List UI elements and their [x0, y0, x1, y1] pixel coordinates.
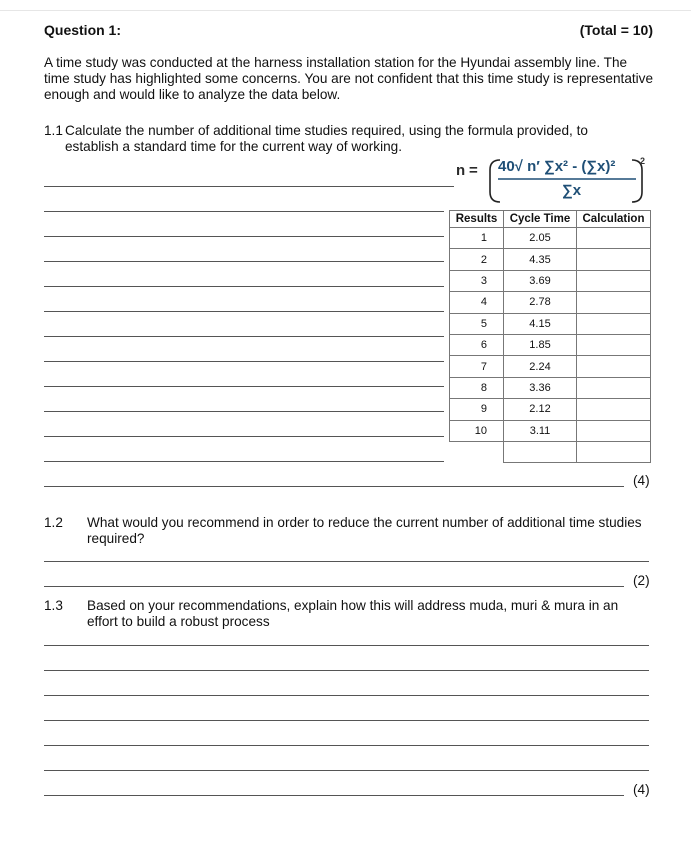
table-row: [450, 270, 651, 291]
calculation-cell[interactable]: [577, 399, 651, 420]
question-1-1: [44, 123, 654, 155]
cycle-time-table: [449, 210, 651, 463]
header-calculation: Calculation: [577, 211, 651, 228]
answer-line[interactable]: [44, 186, 454, 187]
result-cell: 3: [450, 270, 504, 291]
question-1-1-number: 1.1: [44, 123, 63, 138]
table-row: [450, 377, 651, 398]
answer-line[interactable]: [44, 670, 649, 671]
formula: [456, 156, 656, 206]
question-1-3: [44, 598, 654, 630]
answer-line[interactable]: [44, 236, 444, 237]
answer-line[interactable]: [44, 645, 649, 646]
total-cycle-time-cell[interactable]: [504, 441, 577, 462]
formula-numerator: 40√ n′ ∑x² - (∑x)²: [498, 158, 616, 175]
calculation-cell[interactable]: [577, 228, 651, 249]
result-cell: 5: [450, 313, 504, 334]
answer-line[interactable]: [44, 561, 649, 562]
cycle-time-cell: 3.69: [504, 270, 577, 291]
calculation-cell[interactable]: [577, 334, 651, 355]
question-1-3-text: Based on your recommendations, explain how this will address muda, muri & mura in an effort to build a robust process: [87, 598, 619, 629]
answer-line[interactable]: [44, 720, 649, 721]
calculation-cell[interactable]: [577, 420, 651, 441]
answer-line[interactable]: [44, 361, 444, 362]
cycle-time-cell: 3.36: [504, 377, 577, 398]
cycle-time-cell: 1.85: [504, 334, 577, 355]
question-1-2-text: What would you recommend in order to reduce the current number of additional time studies required?: [87, 515, 642, 546]
cycle-time-cell: 3.11: [504, 420, 577, 441]
calculation-cell[interactable]: [577, 377, 651, 398]
result-cell: 1: [450, 228, 504, 249]
answer-line[interactable]: [44, 436, 444, 437]
answer-line[interactable]: [44, 461, 444, 462]
marks-1-1: (4): [633, 473, 650, 488]
calculation-cell[interactable]: [577, 313, 651, 334]
marks-1-3: (4): [633, 782, 650, 797]
result-cell: 8: [450, 377, 504, 398]
top-divider: [0, 10, 691, 11]
result-cell: 2: [450, 249, 504, 270]
table-row-total: [450, 441, 651, 462]
marks-1-2: (2): [633, 573, 650, 588]
formula-lhs: n: [456, 162, 466, 179]
table-row: [450, 228, 651, 249]
question-1-3-number: 1.3: [44, 598, 63, 613]
result-cell: 6: [450, 334, 504, 355]
formula-denominator: ∑x: [562, 182, 582, 199]
cycle-time-cell: 4.15: [504, 313, 577, 334]
question-1-1-text-line2: establish a standard time for the current way of working.: [65, 139, 402, 154]
cycle-time-cell: 2.05: [504, 228, 577, 249]
cycle-time-cell: 4.35: [504, 249, 577, 270]
result-cell: 4: [450, 292, 504, 313]
answer-line[interactable]: [44, 311, 444, 312]
calculation-cell[interactable]: [577, 249, 651, 270]
answer-line[interactable]: [44, 695, 649, 696]
question-1-1-text-line1: Calculate the number of additional time studies required, using the formula provided, to: [65, 123, 588, 138]
empty-cell: [450, 441, 504, 462]
answer-line[interactable]: [44, 795, 624, 796]
header-results: Results: [450, 211, 504, 228]
answer-line[interactable]: [44, 386, 444, 387]
answer-line[interactable]: [44, 411, 444, 412]
cycle-time-cell: 2.78: [504, 292, 577, 313]
question-1-2-number: 1.2: [44, 515, 63, 530]
table-row: [450, 249, 651, 270]
table-row: [450, 399, 651, 420]
answer-line[interactable]: [44, 586, 624, 587]
table-row: [450, 334, 651, 355]
answer-line[interactable]: [44, 211, 444, 212]
cycle-time-cell: 2.12: [504, 399, 577, 420]
answer-line[interactable]: [44, 336, 444, 337]
formula-equals: =: [469, 162, 478, 179]
result-cell: 9: [450, 399, 504, 420]
result-cell: 7: [450, 356, 504, 377]
question-1-2: [44, 515, 654, 547]
answer-line[interactable]: [44, 486, 624, 487]
table-row: [450, 356, 651, 377]
calculation-cell[interactable]: [577, 292, 651, 313]
header-cycle-time: Cycle Time: [504, 211, 577, 228]
answer-line[interactable]: [44, 286, 444, 287]
table-row: [450, 420, 651, 441]
calculation-cell[interactable]: [577, 356, 651, 377]
question-total: (Total = 10): [579, 22, 653, 38]
answer-line[interactable]: [44, 745, 649, 746]
total-calculation-cell[interactable]: [577, 441, 651, 462]
cycle-time-cell: 2.24: [504, 356, 577, 377]
calculation-cell[interactable]: [577, 270, 651, 291]
table-row: [450, 292, 651, 313]
intro-paragraph: A time study was conducted at the harness installation station for the Hyundai assembly line. The time study has highlighted some concerns. You are not confident that this time study is representative enough and would like to analyze the data below.: [44, 55, 654, 102]
result-cell: 10: [450, 420, 504, 441]
question-title: Question 1:: [44, 22, 122, 38]
table-row: [450, 313, 651, 334]
formula-power: 2: [640, 156, 646, 166]
answer-line[interactable]: [44, 770, 649, 771]
answer-line[interactable]: [44, 261, 444, 262]
